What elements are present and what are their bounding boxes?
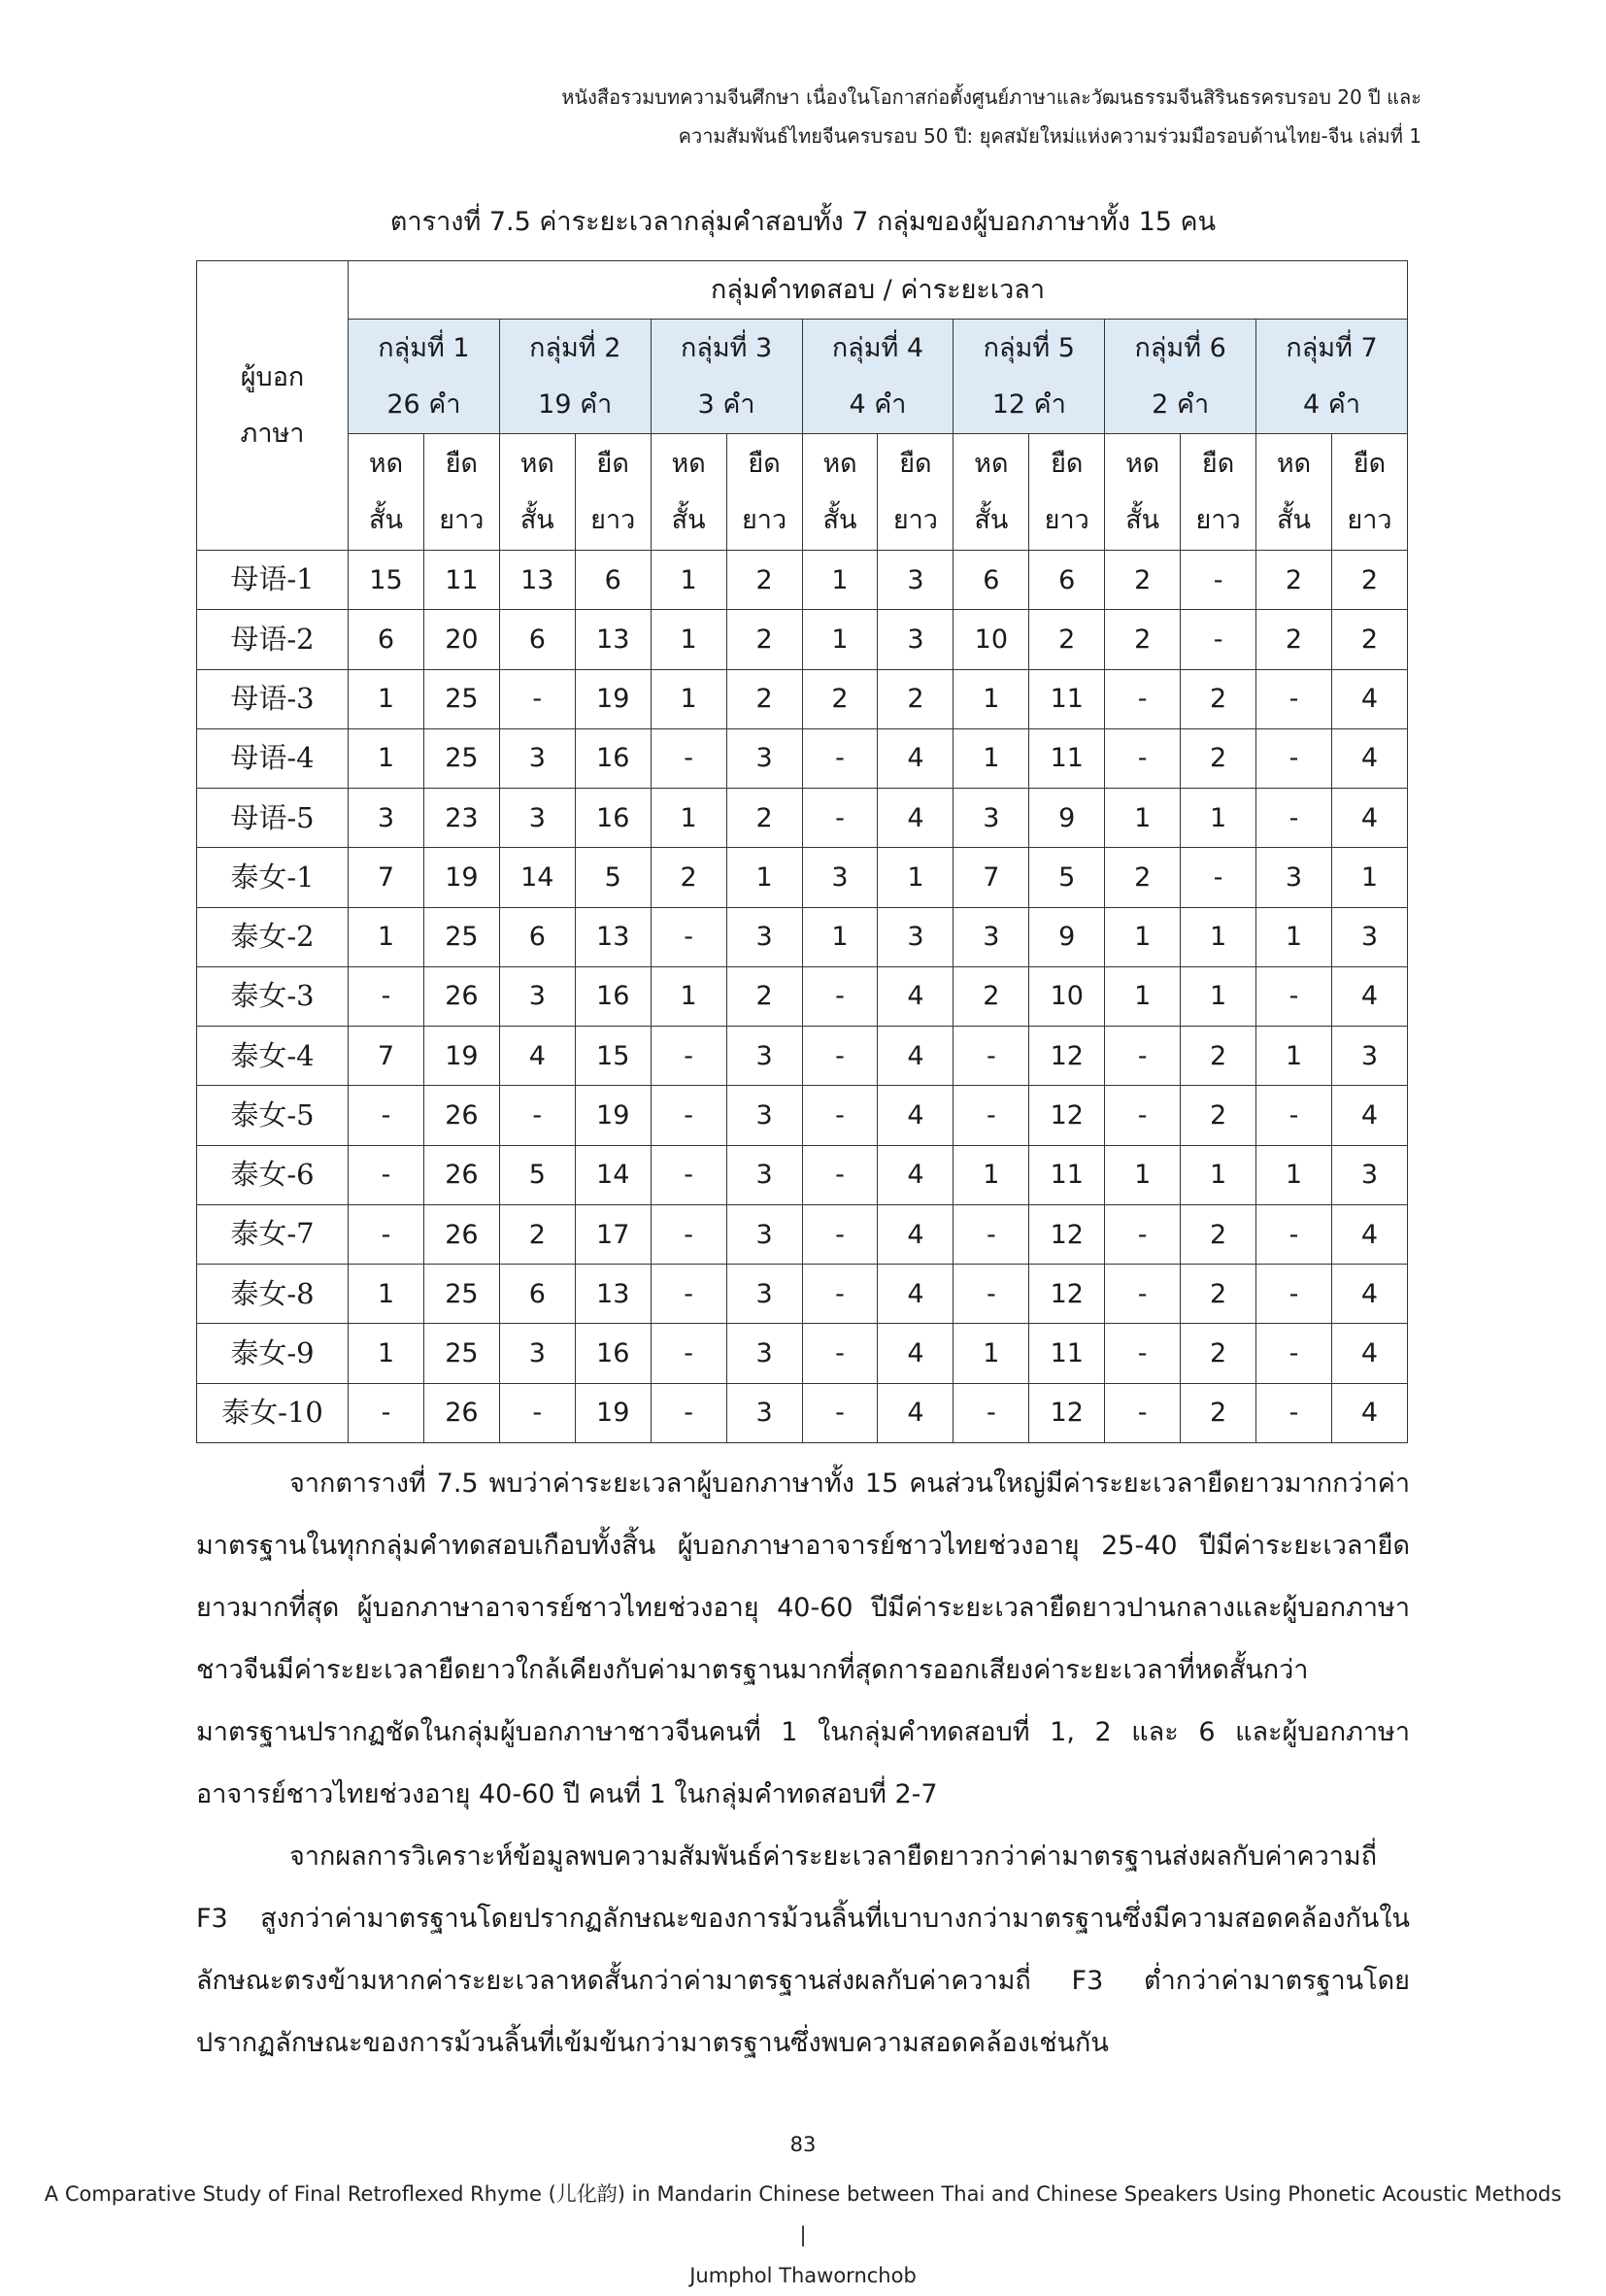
- value-cell: -: [802, 1027, 878, 1086]
- value-cell: 4: [1331, 669, 1407, 728]
- footer-line-2: Jumphol Thawornchob: [689, 2264, 917, 2287]
- value-cell: 12: [1029, 1383, 1105, 1442]
- value-cell: 2: [1181, 1204, 1256, 1264]
- table-row: [197, 669, 1408, 728]
- value-cell: 1: [1181, 1145, 1256, 1204]
- table-row: [197, 848, 1408, 907]
- value-cell: 5: [1029, 848, 1105, 907]
- group-header: [349, 320, 500, 434]
- value-cell: -: [651, 1383, 726, 1442]
- value-cell: 2: [726, 669, 802, 728]
- value-cell: 12: [1029, 1086, 1105, 1145]
- value-cell: 26: [423, 1383, 499, 1442]
- value-cell: -: [1181, 551, 1256, 610]
- value-cell: 10: [1029, 966, 1105, 1026]
- value-cell: -: [1105, 728, 1181, 788]
- group-header: [802, 320, 954, 434]
- speaker-cell: 母语-4: [197, 728, 349, 788]
- value-cell: 1: [954, 1324, 1029, 1383]
- value-cell: 3: [349, 789, 424, 848]
- table-row: [197, 1265, 1408, 1324]
- value-cell: 1: [349, 907, 424, 966]
- value-cell: 2: [1181, 669, 1256, 728]
- value-cell: 19: [575, 1383, 651, 1442]
- paragraph-2: จากผลการวิเคราะห์ข้อมูลพบความสัมพันธ์ค่าระยะเวลายืดยาวกว่าค่ามาตรฐานส่งผลกับค่าความถี่ F3 สูงกว่าค่ามาตรฐานโดยปรากฏลักษณะของการม้วนลิ้นที่เบาบางกว่ามาตรฐานซึ่งมีความสอดคล้องกันในลักษณะตรงข้ามหากค่าระยะเวลาหดสั้นกว่าค่ามาตรฐานส่งผลกับค่าความถี่ F3 ต่ำกว่าค่ามาตรฐานโดยปรากฏลักษณะของการม้วนลิ้นที่เข้มข้นกว่ามาตรฐานซึ่งพบความสอดคล้องเช่นกัน: [196, 1841, 1410, 2058]
- value-cell: 4: [1331, 1265, 1407, 1324]
- value-cell: 2: [726, 789, 802, 848]
- group-word-count: 26 คำ: [386, 388, 461, 420]
- value-cell: 5: [575, 848, 651, 907]
- table-row: [197, 728, 1408, 788]
- value-cell: 26: [423, 1204, 499, 1264]
- value-cell: 1: [802, 610, 878, 669]
- value-cell: 1: [1181, 907, 1256, 966]
- value-cell: 2: [651, 848, 726, 907]
- long-header: ยืด ยาว: [1181, 434, 1256, 551]
- value-cell: 1: [1256, 1027, 1332, 1086]
- short-header: หด สั้น: [499, 434, 575, 551]
- value-cell: 1: [1331, 848, 1407, 907]
- value-cell: 17: [575, 1204, 651, 1264]
- value-cell: 2: [726, 551, 802, 610]
- long-header: ยืด ยาว: [423, 434, 499, 551]
- value-cell: -: [954, 1265, 1029, 1324]
- value-cell: 3: [878, 551, 954, 610]
- table-row: [197, 1145, 1408, 1204]
- value-cell: 2: [802, 669, 878, 728]
- value-cell: 14: [575, 1145, 651, 1204]
- value-cell: -: [651, 728, 726, 788]
- value-cell: 23: [423, 789, 499, 848]
- table-row: [197, 966, 1408, 1026]
- value-cell: 1: [651, 789, 726, 848]
- value-cell: 4: [1331, 1383, 1407, 1442]
- value-cell: 4: [1331, 789, 1407, 848]
- value-cell: 13: [575, 610, 651, 669]
- value-cell: 4: [878, 728, 954, 788]
- value-cell: 1: [802, 551, 878, 610]
- value-cell: 3: [499, 1324, 575, 1383]
- speaker-cell: 母语-2: [197, 610, 349, 669]
- value-cell: -: [1256, 669, 1332, 728]
- value-cell: 2: [726, 610, 802, 669]
- value-cell: -: [651, 1204, 726, 1264]
- group-word-count: 19 คำ: [538, 388, 613, 420]
- value-cell: -: [802, 1383, 878, 1442]
- group-name: กลุ่มที่ 4: [831, 332, 924, 363]
- value-cell: -: [802, 728, 878, 788]
- value-cell: 20: [423, 610, 499, 669]
- speaker-cell: 泰女-10: [197, 1383, 349, 1442]
- value-cell: -: [1105, 1324, 1181, 1383]
- value-cell: 3: [1331, 1027, 1407, 1086]
- value-cell: 1: [349, 669, 424, 728]
- value-cell: 2: [1181, 1324, 1256, 1383]
- value-cell: -: [651, 1086, 726, 1145]
- value-cell: 16: [575, 728, 651, 788]
- speaker-cell: 泰女-6: [197, 1145, 349, 1204]
- table-row: [197, 551, 1408, 610]
- value-cell: 1: [954, 1145, 1029, 1204]
- speaker-cell: 母语-1: [197, 551, 349, 610]
- value-cell: 5: [499, 1145, 575, 1204]
- page-number: 83: [789, 2133, 817, 2156]
- value-cell: 4: [878, 1145, 954, 1204]
- group-name: กลุ่มที่ 3: [680, 332, 773, 363]
- short-header: หด สั้น: [651, 434, 726, 551]
- group-header: [499, 320, 651, 434]
- value-cell: 11: [1029, 728, 1105, 788]
- value-cell: 11: [423, 551, 499, 610]
- value-cell: 9: [1029, 907, 1105, 966]
- running-header: [561, 78, 1422, 155]
- value-cell: 4: [878, 966, 954, 1026]
- value-cell: 19: [423, 1027, 499, 1086]
- value-cell: 10: [954, 610, 1029, 669]
- speaker-cell: 泰女-4: [197, 1027, 349, 1086]
- word-group-duration-header: กลุ่มคำทดสอบ / ค่าระยะเวลา: [349, 261, 1408, 320]
- group-name: กลุ่มที่ 7: [1286, 332, 1378, 363]
- value-cell: -: [349, 1204, 424, 1264]
- speaker-cell: 母语-5: [197, 789, 349, 848]
- group-word-count: 12 คำ: [991, 388, 1066, 420]
- value-cell: -: [802, 1265, 878, 1324]
- value-cell: 4: [878, 1086, 954, 1145]
- value-cell: 2: [1181, 728, 1256, 788]
- value-cell: 1: [349, 1265, 424, 1324]
- value-cell: 19: [575, 669, 651, 728]
- value-cell: -: [349, 966, 424, 1026]
- group-word-count: 2 คำ: [1152, 388, 1210, 420]
- value-cell: -: [802, 1086, 878, 1145]
- value-cell: 1: [349, 728, 424, 788]
- value-cell: 3: [726, 1204, 802, 1264]
- value-cell: 13: [575, 907, 651, 966]
- value-cell: 3: [954, 907, 1029, 966]
- value-cell: 3: [499, 728, 575, 788]
- table-row: [197, 1324, 1408, 1383]
- short-header: หด สั้น: [1256, 434, 1332, 551]
- speaker-cell: 泰女-2: [197, 907, 349, 966]
- value-cell: 3: [1331, 907, 1407, 966]
- value-cell: -: [499, 1086, 575, 1145]
- value-cell: 2: [1105, 610, 1181, 669]
- value-cell: -: [1181, 848, 1256, 907]
- value-cell: 11: [1029, 669, 1105, 728]
- table-row: [197, 1086, 1408, 1145]
- value-cell: 3: [499, 966, 575, 1026]
- duration-table: [196, 260, 1408, 1443]
- value-cell: -: [802, 789, 878, 848]
- value-cell: 2: [726, 966, 802, 1026]
- value-cell: 25: [423, 1324, 499, 1383]
- value-cell: -: [802, 1145, 878, 1204]
- value-cell: 25: [423, 907, 499, 966]
- value-cell: 3: [726, 1265, 802, 1324]
- value-cell: 15: [575, 1027, 651, 1086]
- table-row: [197, 1383, 1408, 1442]
- value-cell: 2: [499, 1204, 575, 1264]
- value-cell: 3: [726, 1027, 802, 1086]
- value-cell: 2: [1181, 1027, 1256, 1086]
- value-cell: 3: [726, 1324, 802, 1383]
- value-cell: 3: [878, 610, 954, 669]
- value-cell: 1: [878, 848, 954, 907]
- value-cell: 2: [1331, 551, 1407, 610]
- value-cell: -: [499, 1383, 575, 1442]
- table-row: [197, 789, 1408, 848]
- value-cell: 3: [802, 848, 878, 907]
- running-footer: [39, 2174, 1567, 2296]
- speaker-column-header: ผู้บอก ภาษา: [197, 261, 349, 551]
- value-cell: -: [954, 1086, 1029, 1145]
- value-cell: -: [954, 1027, 1029, 1086]
- value-cell: 1: [651, 610, 726, 669]
- value-cell: -: [1256, 1086, 1332, 1145]
- value-cell: 26: [423, 966, 499, 1026]
- value-cell: 4: [878, 1027, 954, 1086]
- value-cell: -: [1256, 1383, 1332, 1442]
- group-header: [651, 320, 802, 434]
- speaker-cell: 泰女-1: [197, 848, 349, 907]
- value-cell: -: [954, 1204, 1029, 1264]
- value-cell: 1: [1181, 966, 1256, 1026]
- value-cell: -: [1105, 1383, 1181, 1442]
- long-header: ยืด ยาว: [1331, 434, 1407, 551]
- value-cell: 11: [1029, 1324, 1105, 1383]
- value-cell: 3: [726, 907, 802, 966]
- value-cell: 19: [575, 1086, 651, 1145]
- value-cell: 1: [954, 728, 1029, 788]
- short-header: หด สั้น: [349, 434, 424, 551]
- value-cell: 1: [349, 1324, 424, 1383]
- value-cell: -: [1181, 610, 1256, 669]
- value-cell: 13: [575, 1265, 651, 1324]
- value-cell: -: [349, 1383, 424, 1442]
- table-row: [197, 610, 1408, 669]
- value-cell: 3: [878, 907, 954, 966]
- value-cell: -: [651, 1027, 726, 1086]
- speaker-cell: 母语-3: [197, 669, 349, 728]
- paragraph-1: จากตารางที่ 7.5 พบว่าค่าระยะเวลาผู้บอกภาษาทั้ง 15 คนส่วนใหญ่มีค่าระยะเวลายืดยาวมากกว่าค่ามาตรฐานในทุกกลุ่มคำทดสอบเกือบทั้งสิ้น ผู้บอกภาษาอาจารย์ชาวไทยช่วงอายุ 25-40 ปีมีค่าระยะเวลายืดยาวมากที่สุด ผู้บอกภาษาอาจารย์ชาวไทยช่วงอายุ 40-60 ปีมีค่าระยะเวลายืดยาวปานกลางและผู้บอกภาษาชาวจีนมีค่าระยะเวลายืดยาวใกล้เคียงกับค่ามาตรฐานมากที่สุดการออกเสียงค่าระยะเวลาที่หดสั้นกว่ามาตรฐานปรากฏชัดในกลุ่มผู้บอกภาษาชาวจีนคนที่ 1 ในกลุ่มคำทดสอบที่ 1, 2 และ 6 และผู้บอกภาษาอาจารย์ชาวไทยช่วงอายุ 40-60 ปี คนที่ 1 ในกลุ่มคำทดสอบที่ 2-7: [196, 1469, 1410, 1809]
- value-cell: 6: [499, 907, 575, 966]
- value-cell: -: [651, 1324, 726, 1383]
- value-cell: -: [651, 907, 726, 966]
- value-cell: 1: [1105, 966, 1181, 1026]
- value-cell: 3: [726, 1086, 802, 1145]
- value-cell: 1: [651, 966, 726, 1026]
- value-cell: -: [1105, 669, 1181, 728]
- value-cell: 1: [1105, 1145, 1181, 1204]
- value-cell: 11: [1029, 1145, 1105, 1204]
- value-cell: 6: [499, 610, 575, 669]
- short-header: หด สั้น: [802, 434, 878, 551]
- value-cell: 4: [1331, 728, 1407, 788]
- value-cell: 3: [1331, 1145, 1407, 1204]
- group-name: กลุ่มที่ 1: [378, 332, 470, 363]
- group-name: กลุ่มที่ 6: [1134, 332, 1226, 363]
- value-cell: -: [1105, 1086, 1181, 1145]
- short-header: หด สั้น: [1105, 434, 1181, 551]
- value-cell: -: [1105, 1027, 1181, 1086]
- value-cell: 14: [499, 848, 575, 907]
- speaker-cell: 泰女-5: [197, 1086, 349, 1145]
- short-header: หด สั้น: [954, 434, 1029, 551]
- value-cell: 1: [954, 669, 1029, 728]
- value-cell: 6: [1029, 551, 1105, 610]
- value-cell: 6: [954, 551, 1029, 610]
- value-cell: 4: [878, 1204, 954, 1264]
- value-cell: 19: [423, 848, 499, 907]
- value-cell: 2: [1256, 551, 1332, 610]
- value-cell: 2: [1331, 610, 1407, 669]
- value-cell: 3: [726, 728, 802, 788]
- value-cell: -: [1256, 1265, 1332, 1324]
- value-cell: 15: [349, 551, 424, 610]
- value-cell: 1: [1256, 1145, 1332, 1204]
- value-cell: -: [954, 1383, 1029, 1442]
- speaker-cell: 泰女-8: [197, 1265, 349, 1324]
- value-cell: -: [1256, 966, 1332, 1026]
- group-word-count: 4 คำ: [1303, 388, 1361, 420]
- value-cell: 16: [575, 966, 651, 1026]
- value-cell: 16: [575, 1324, 651, 1383]
- value-cell: 1: [1181, 789, 1256, 848]
- value-cell: -: [349, 1086, 424, 1145]
- value-cell: -: [1256, 1324, 1332, 1383]
- value-cell: 7: [349, 1027, 424, 1086]
- value-cell: 3: [1256, 848, 1332, 907]
- value-cell: 7: [954, 848, 1029, 907]
- value-cell: 1: [802, 907, 878, 966]
- value-cell: 12: [1029, 1204, 1105, 1264]
- value-cell: 25: [423, 1265, 499, 1324]
- value-cell: -: [349, 1145, 424, 1204]
- long-header: ยืด ยาว: [1029, 434, 1105, 551]
- speaker-cell: 泰女-3: [197, 966, 349, 1026]
- value-cell: 2: [1105, 848, 1181, 907]
- value-cell: 3: [954, 789, 1029, 848]
- group-word-count: 4 คำ: [849, 388, 907, 420]
- value-cell: 12: [1029, 1265, 1105, 1324]
- value-cell: 2: [878, 669, 954, 728]
- value-cell: 16: [575, 789, 651, 848]
- value-cell: 4: [878, 1383, 954, 1442]
- group-word-count: 3 คำ: [697, 388, 755, 420]
- group-name: กลุ่มที่ 5: [983, 332, 1075, 363]
- value-cell: -: [499, 669, 575, 728]
- group-header: [1256, 320, 1408, 434]
- value-cell: 4: [1331, 1086, 1407, 1145]
- value-cell: 4: [499, 1027, 575, 1086]
- value-cell: 3: [726, 1145, 802, 1204]
- value-cell: -: [802, 1324, 878, 1383]
- table-caption: ตารางที่ 7.5 ค่าระยะเวลากลุ่มคำสอบทั้ง 7 กลุ่มของผู้บอกภาษาทั้ง 15 คน: [389, 207, 1217, 237]
- value-cell: 26: [423, 1145, 499, 1204]
- value-cell: -: [802, 966, 878, 1026]
- value-cell: -: [802, 1204, 878, 1264]
- table-row: [197, 1204, 1408, 1264]
- value-cell: 4: [878, 1265, 954, 1324]
- value-cell: 13: [499, 551, 575, 610]
- value-cell: 4: [1331, 1324, 1407, 1383]
- value-cell: 25: [423, 669, 499, 728]
- long-header: ยืด ยาว: [878, 434, 954, 551]
- value-cell: -: [1105, 1204, 1181, 1264]
- running-header-line-2: ความสัมพันธ์ไทยจีนครบรอบ 50 ปี: ยุคสมัยใหม่แห่งความร่วมมือรอบด้านไทย-จีน เล่มที่ 1: [678, 124, 1422, 148]
- value-cell: 6: [499, 1265, 575, 1324]
- value-cell: 1: [1105, 907, 1181, 966]
- value-cell: 2: [1256, 610, 1332, 669]
- value-cell: -: [1256, 789, 1332, 848]
- value-cell: 6: [575, 551, 651, 610]
- value-cell: 2: [1181, 1383, 1256, 1442]
- value-cell: 2: [1029, 610, 1105, 669]
- speaker-cell: 泰女-7: [197, 1204, 349, 1264]
- table-row: [197, 1027, 1408, 1086]
- value-cell: 4: [1331, 966, 1407, 1026]
- value-cell: 4: [1331, 1204, 1407, 1264]
- value-cell: 2: [1105, 551, 1181, 610]
- group-header: [954, 320, 1105, 434]
- long-header: ยืด ยาว: [575, 434, 651, 551]
- value-cell: -: [1256, 728, 1332, 788]
- value-cell: 3: [499, 789, 575, 848]
- value-cell: 2: [954, 966, 1029, 1026]
- value-cell: 9: [1029, 789, 1105, 848]
- value-cell: 12: [1029, 1027, 1105, 1086]
- long-header: ยืด ยาว: [726, 434, 802, 551]
- value-cell: 2: [1181, 1086, 1256, 1145]
- table-row: [197, 907, 1408, 966]
- value-cell: 2: [1181, 1265, 1256, 1324]
- value-cell: -: [651, 1265, 726, 1324]
- value-cell: 1: [726, 848, 802, 907]
- value-cell: -: [651, 1145, 726, 1204]
- running-header-line-1: หนังสือรวมบทความจีนศึกษา เนื่องในโอกาสก่อตั้งศูนย์ภาษาและวัฒนธรรมจีนสิรินธรครบรอบ 20 ปี และ: [561, 85, 1422, 109]
- value-cell: 4: [878, 1324, 954, 1383]
- value-cell: 4: [878, 789, 954, 848]
- value-cell: 1: [1256, 907, 1332, 966]
- value-cell: 26: [423, 1086, 499, 1145]
- value-cell: 25: [423, 728, 499, 788]
- value-cell: 1: [651, 551, 726, 610]
- group-header: [1105, 320, 1256, 434]
- value-cell: 1: [651, 669, 726, 728]
- value-cell: 7: [349, 848, 424, 907]
- group-name: กลุ่มที่ 2: [529, 332, 621, 363]
- value-cell: 1: [1105, 789, 1181, 848]
- value-cell: 3: [726, 1383, 802, 1442]
- value-cell: -: [1105, 1265, 1181, 1324]
- value-cell: -: [1256, 1204, 1332, 1264]
- value-cell: 6: [349, 610, 424, 669]
- footer-line-1: A Comparative Study of Final Retroflexed Rhyme (儿化韵) in Mandarin Chinese between Thai and Chinese Speakers Using Phonetic Acoustic Methods |: [44, 2182, 1562, 2246]
- speaker-cell: 泰女-9: [197, 1324, 349, 1383]
